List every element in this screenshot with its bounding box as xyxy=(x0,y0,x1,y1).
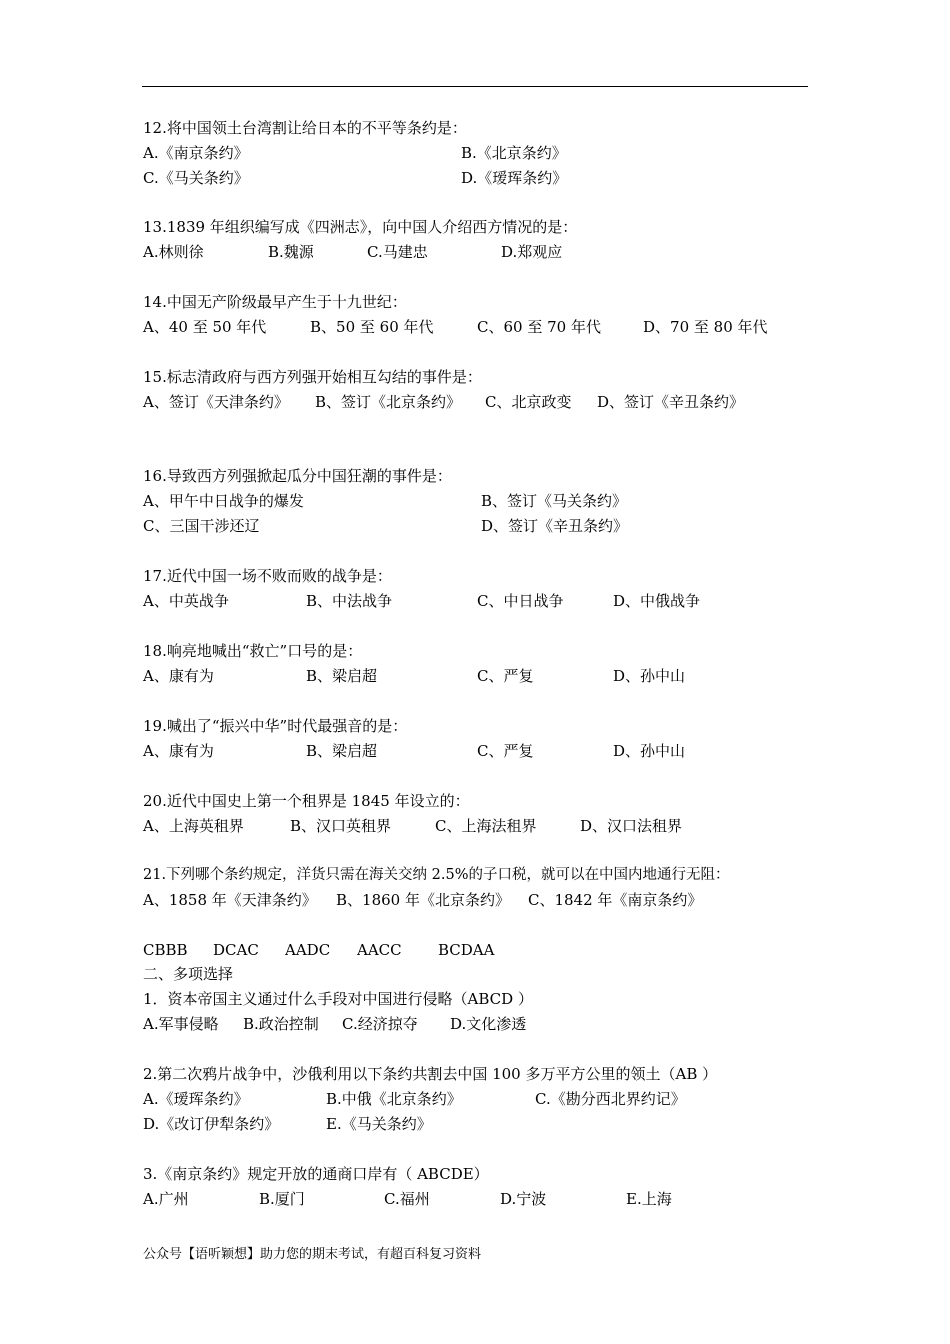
question-17-option-d: D、中俄战争 xyxy=(613,592,701,610)
question-14-option-c: C、60 至 70 年代 xyxy=(477,318,601,336)
question-19-option-b: B、梁启超 xyxy=(306,742,378,760)
question-16-option-a: A、甲午中日战争的爆发 xyxy=(143,492,304,510)
question-15-stem: 15.标志清政府与西方列强开始相互勾结的事件是： xyxy=(143,368,482,386)
question-14-stem: 14.中国无产阶级最早产生于十九世纪： xyxy=(143,293,407,311)
question-13-option-a: A.林则徐 xyxy=(143,243,204,261)
question-16-option-d: D、签订《辛丑条约》 xyxy=(481,517,629,535)
multi-question-2-option-b: B.中俄《北京条约》 xyxy=(326,1090,462,1108)
question-12-option-b: B.《北京条约》 xyxy=(461,144,567,162)
question-15-option-d: D、签订《辛丑条约》 xyxy=(597,393,745,411)
question-18-option-d: D、孙中山 xyxy=(613,667,686,685)
footer-note: 公众号【语听颖想】助力您的期末考试，有超百科复习资料 xyxy=(143,1247,482,1262)
question-14-option-b: B、50 至 60 年代 xyxy=(310,318,434,336)
multi-question-1-option-a: A.军事侵略 xyxy=(143,1015,219,1033)
question-17-stem: 17.近代中国一场不败而败的战争是： xyxy=(143,567,392,585)
multi-question-3-option-c: C.福州 xyxy=(384,1190,430,1208)
question-16-option-b: B、签订《马关条约》 xyxy=(481,492,628,510)
question-20-option-b: B、汉口英租界 xyxy=(290,817,392,835)
answer-group-1: CBBB xyxy=(143,941,188,959)
question-12-option-c: C.《马关条约》 xyxy=(143,169,249,187)
question-16-option-c: C、三国干涉还辽 xyxy=(143,517,260,535)
question-19-option-a: A、康有为 xyxy=(143,742,214,760)
multi-question-1-option-c: C.经济掠夺 xyxy=(342,1015,418,1033)
question-19-stem: 19.喊出了“振兴中华”时代最强音的是： xyxy=(143,717,408,735)
question-21-stem: 21.下列哪个条约规定，洋货只需在海关交纳 2.5%的子口税，就可以在中国内地通行无阻： xyxy=(143,867,730,883)
question-21-option-c: C、1842 年《南京条约》 xyxy=(528,891,703,909)
multi-question-3-option-e: E.上海 xyxy=(626,1190,672,1208)
question-21-option-a: A、1858 年《天津条约》 xyxy=(143,891,317,909)
question-17-option-a: A、中英战争 xyxy=(143,592,229,610)
question-13-stem: 13.1839 年组织编写成《四洲志》，向中国人介绍西方情况的是： xyxy=(143,218,578,236)
multi-question-2-option-e: E.《马关条约》 xyxy=(326,1115,432,1133)
answer-group-3: AADC xyxy=(285,941,331,959)
question-13-option-d: D.郑观应 xyxy=(501,243,563,261)
question-15-option-c: C、北京政变 xyxy=(485,393,572,411)
question-12-stem: 12.将中国领土台湾割让给日本的不平等条约是： xyxy=(143,119,467,137)
multi-question-2-option-a: A.《瑷珲条约》 xyxy=(143,1090,249,1108)
header-rule xyxy=(142,86,808,87)
question-19-option-c: C、严复 xyxy=(477,742,534,760)
multi-question-1-option-b: B.政治控制 xyxy=(243,1015,319,1033)
multi-question-1-option-d: D.文化渗透 xyxy=(450,1015,527,1033)
question-18-option-a: A、康有为 xyxy=(143,667,214,685)
answer-group-2: DCAC xyxy=(213,941,259,959)
multi-question-2-stem: 2.第二次鸦片战争中，沙俄利用以下条约共割去中国 100 多万平方公里的领土（AB ） xyxy=(143,1065,718,1083)
question-20-option-a: A、上海英租界 xyxy=(143,817,244,835)
question-21-option-b: B、1860 年《北京条约》 xyxy=(336,891,510,909)
section-title: 二、多项选择 xyxy=(143,965,234,983)
multi-question-2-option-c: C.《勘分西北界约记》 xyxy=(535,1090,686,1108)
question-20-option-c: C、上海法租界 xyxy=(435,817,537,835)
question-15-option-b: B、签订《北京条约》 xyxy=(315,393,462,411)
question-20-option-d: D、汉口法租界 xyxy=(580,817,683,835)
question-19-option-d: D、孙中山 xyxy=(613,742,686,760)
multi-question-3-option-b: B.厦门 xyxy=(259,1190,305,1208)
multi-question-3-option-a: A.广州 xyxy=(143,1190,189,1208)
question-14-option-a: A、40 至 50 年代 xyxy=(143,318,267,336)
question-17-option-c: C、中日战争 xyxy=(477,592,564,610)
question-14-option-d: D、70 至 80 年代 xyxy=(643,318,768,336)
question-15-option-a: A、签订《天津条约》 xyxy=(143,393,289,411)
question-12-option-a: A.《南京条约》 xyxy=(143,144,249,162)
multi-question-3-option-d: D.宁波 xyxy=(500,1190,547,1208)
question-17-option-b: B、中法战争 xyxy=(306,592,393,610)
answer-group-4: AACC xyxy=(357,941,402,959)
question-18-option-b: B、梁启超 xyxy=(306,667,378,685)
question-18-stem: 18.响亮地喊出“救亡”口号的是： xyxy=(143,642,363,660)
question-20-stem: 20.近代中国史上第一个租界是 1845 年设立的： xyxy=(143,792,470,810)
question-16-stem: 16.导致西方列强掀起瓜分中国狂潮的事件是： xyxy=(143,467,452,485)
multi-question-1-stem: 1．资本帝国主义通过什么手段对中国进行侵略（ABCD ） xyxy=(143,990,533,1008)
question-13-option-b: B.魏源 xyxy=(268,243,314,261)
question-12-option-d: D.《瑷珲条约》 xyxy=(461,169,568,187)
question-18-option-c: C、严复 xyxy=(477,667,534,685)
multi-question-3-stem: 3.《南京条约》规定开放的通商口岸有（ ABCDE） xyxy=(143,1165,489,1183)
multi-question-2-option-d: D.《改订伊犁条约》 xyxy=(143,1115,280,1133)
answer-group-5: BCDAA xyxy=(438,941,495,959)
question-13-option-c: C.马建忠 xyxy=(367,243,428,261)
